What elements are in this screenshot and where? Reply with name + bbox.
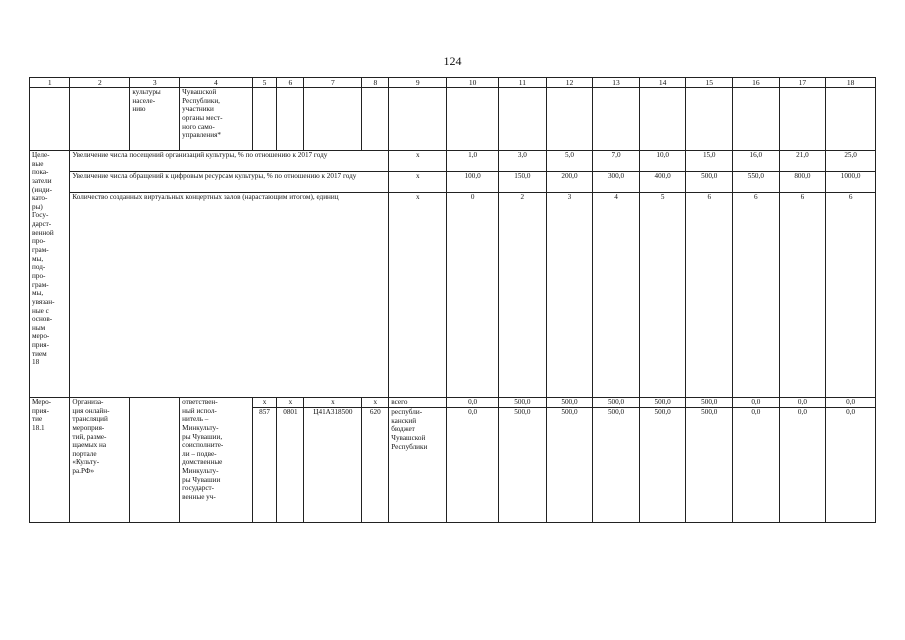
indicator-value: 1,0 (447, 151, 499, 172)
empty-cell (499, 88, 547, 151)
column-number-row (30, 78, 876, 88)
event-total-row (30, 398, 876, 408)
col-number: 9 (389, 78, 447, 88)
continuation-row (30, 88, 876, 151)
empty-cell (546, 88, 593, 151)
code-cell: x (362, 398, 389, 408)
indicator-value: 500,0 (686, 172, 733, 193)
funding-value: 500,0 (593, 408, 640, 523)
program-table (29, 77, 876, 523)
funding-value: 0,0 (447, 408, 499, 523)
funding-value: 500,0 (639, 408, 686, 523)
funding-value: 500,0 (686, 398, 733, 408)
empty-cell (30, 88, 70, 151)
page-number: 124 (443, 54, 462, 68)
funding-value: 0,0 (826, 408, 876, 523)
col-number: 12 (546, 78, 593, 88)
indicator-value: 550,0 (733, 172, 780, 193)
col-number: 4 (180, 78, 252, 88)
indicators-label: Целе- вые пока- затели (инди- като- ры) Госу- дарст- венной про- грам- мы, под- про- грам- мы, увязан- ные с основ- ным меро- прия- тием 18 (30, 151, 70, 398)
target-group-cell: культуры населе- нию (130, 88, 180, 151)
indicator-value: 21,0 (779, 151, 826, 172)
indicator-text: Количество созданных виртуальных концертных залов (нарастающим итогом), единиц (70, 193, 389, 398)
indicator-value: 300,0 (593, 172, 640, 193)
col-number: 17 (779, 78, 826, 88)
funding-value: 0,0 (733, 408, 780, 523)
col-number: 3 (130, 78, 180, 88)
empty-cell (593, 88, 640, 151)
funding-value: 0,0 (779, 398, 826, 408)
indicator-value: 150,0 (499, 172, 547, 193)
funding-value: 0,0 (779, 408, 826, 523)
indicator-value: 3 (546, 193, 593, 398)
col-number: 1 (30, 78, 70, 88)
empty-cell (389, 88, 447, 151)
indicator-value: 5,0 (546, 151, 593, 172)
funding-value: 500,0 (686, 408, 733, 523)
col-number: 18 (826, 78, 876, 88)
empty-cell (277, 88, 304, 151)
funding-value: 0,0 (826, 398, 876, 408)
col-number: 14 (639, 78, 686, 88)
indicator-x: x (389, 172, 447, 193)
code-cell: 0801 (277, 408, 304, 523)
indicator-row (30, 151, 876, 172)
empty-cell (130, 398, 180, 523)
indicator-value: 3,0 (499, 151, 547, 172)
col-number: 16 (733, 78, 780, 88)
indicator-value: 6 (733, 193, 780, 398)
code-cell: 620 (362, 408, 389, 523)
empty-cell (362, 88, 389, 151)
indicator-value: 2 (499, 193, 547, 398)
indicator-value: 4 (593, 193, 640, 398)
indicator-value: 100,0 (447, 172, 499, 193)
event-name: Организа- ция онлайн- трансляций мероприя- тий, разме- щаемых на портале «Культу- ра.РФ» (70, 398, 130, 523)
indicator-value: 16,0 (733, 151, 780, 172)
event-executor: ответствен- ный испол- нитель – Минкульту- ры Чувашии, соисполните- ли – подве- домственные Минкульту- ры Чувашии государст- венные уч- (180, 398, 252, 523)
indicator-value: 15,0 (686, 151, 733, 172)
funding-value: 0,0 (733, 398, 780, 408)
empty-cell (733, 88, 780, 151)
indicator-value: 200,0 (546, 172, 593, 193)
funding-value: 0,0 (447, 398, 499, 408)
participants-cell: Чувашской Республики, участники органы мест- ного само- управления* (180, 88, 252, 151)
col-number: 15 (686, 78, 733, 88)
empty-cell (779, 88, 826, 151)
indicator-value: 0 (447, 193, 499, 398)
empty-cell (252, 88, 277, 151)
empty-cell (686, 88, 733, 151)
indicator-text: Увеличение числа посещений организаций культуры, % по отношению к 2017 году (70, 151, 389, 172)
indicator-x: x (389, 193, 447, 398)
col-number: 5 (252, 78, 277, 88)
col-number: 6 (277, 78, 304, 88)
empty-cell (70, 88, 130, 151)
code-cell: 857 (252, 408, 277, 523)
indicator-value: 6 (779, 193, 826, 398)
indicator-value: 25,0 (826, 151, 876, 172)
funding-source: всего (389, 398, 447, 408)
empty-cell (826, 88, 876, 151)
indicator-value: 10,0 (639, 151, 686, 172)
col-number: 7 (304, 78, 362, 88)
indicator-value: 6 (826, 193, 876, 398)
funding-value: 500,0 (593, 398, 640, 408)
indicator-value: 5 (639, 193, 686, 398)
event-label: Меро- прия- тие 18.1 (30, 398, 70, 523)
col-number: 13 (593, 78, 640, 88)
code-cell: Ц41А318500 (304, 408, 362, 523)
code-cell: x (252, 398, 277, 408)
col-number: 8 (362, 78, 389, 88)
indicator-row (30, 193, 876, 398)
code-cell: x (277, 398, 304, 408)
funding-value: 500,0 (546, 408, 593, 523)
funding-value: 500,0 (546, 398, 593, 408)
funding-value: 500,0 (499, 398, 547, 408)
empty-cell (304, 88, 362, 151)
empty-cell (639, 88, 686, 151)
indicator-value: 1000,0 (826, 172, 876, 193)
empty-cell (447, 88, 499, 151)
indicator-row (30, 172, 876, 193)
indicator-value: 7,0 (593, 151, 640, 172)
funding-value: 500,0 (639, 398, 686, 408)
indicator-value: 6 (686, 193, 733, 398)
code-cell: x (304, 398, 362, 408)
indicator-value: 400,0 (639, 172, 686, 193)
col-number: 11 (499, 78, 547, 88)
indicator-x: x (389, 151, 447, 172)
col-number: 10 (447, 78, 499, 88)
col-number: 2 (70, 78, 130, 88)
indicator-text: Увеличение числа обращений к цифровым ресурсам культуры, % по отношению к 2017 году (70, 172, 389, 193)
funding-source: республи- канский бюджет Чувашской Республики (389, 408, 447, 523)
funding-value: 500,0 (499, 408, 547, 523)
indicator-value: 800,0 (779, 172, 826, 193)
